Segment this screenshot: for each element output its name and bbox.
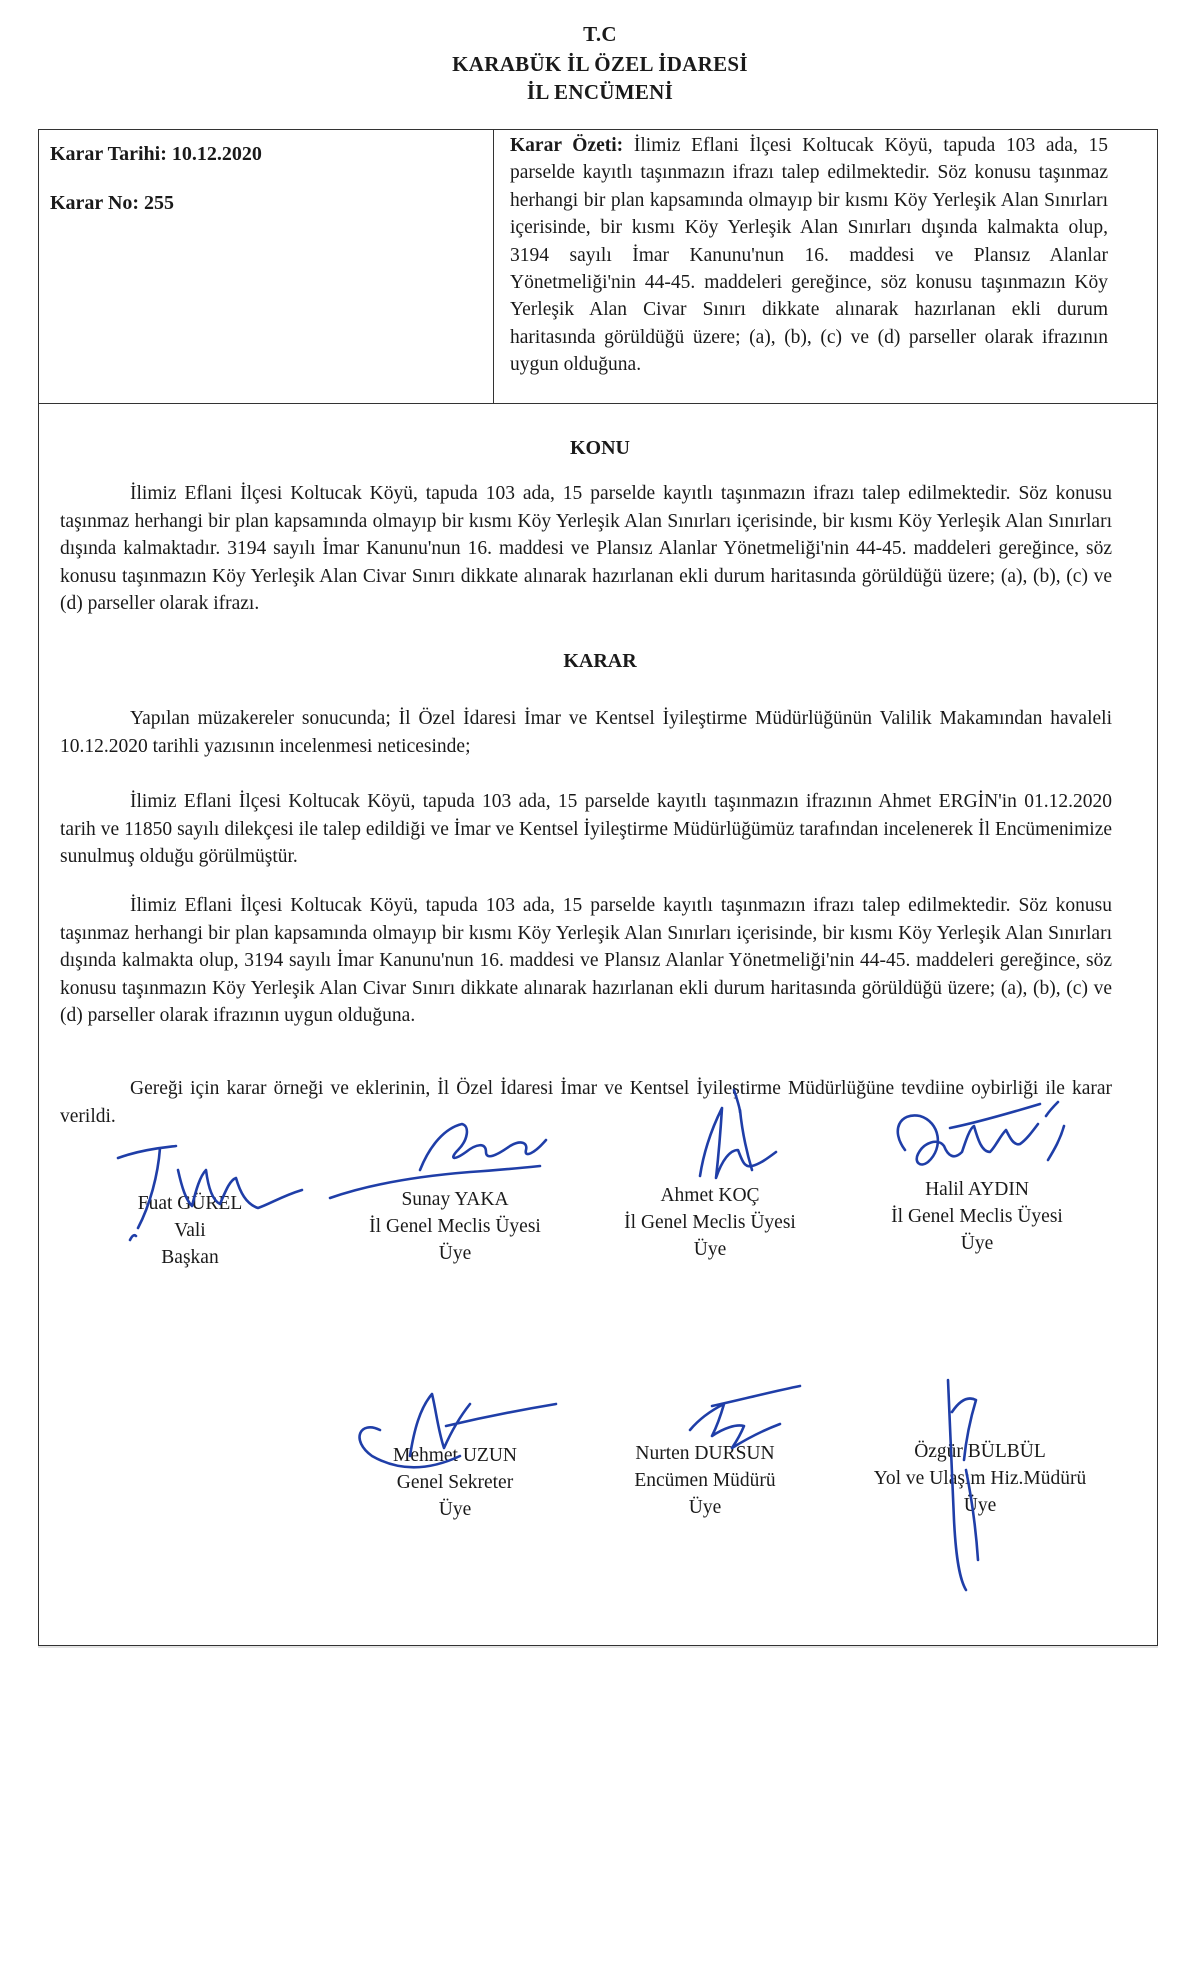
signatory-role: Üye <box>960 1233 994 1254</box>
karar-title: KARAR <box>563 650 637 672</box>
frame-bottom-edge <box>38 1646 1158 1648</box>
signatory-role: Üye <box>438 1243 472 1264</box>
header-institution: KARABÜK İL ÖZEL İDARESİ <box>452 52 748 76</box>
karar-paragraph-2: İlimiz Eflani İlçesi Koltucak Köyü, tapuda 103 ada, 15 parselde kayıtlı taşınmazın ifrazının Ahmet ERGİN'in 01.12.2020 tarih ve 11850 sayılı dilekçesi ile talep edildiği ve İmar ve Kentsel İyileştirme Müdürlüğümüz tarafından incelenerek İl Encümenimize sunulmuş olduğu görülmüştür. <box>60 791 1112 868</box>
decision-date: Karar Tarihi: 10.12.2020 <box>50 143 262 165</box>
konu-title: KONU <box>570 437 630 459</box>
signatory-name: Özgür BÜLBÜL <box>914 1441 1046 1462</box>
signatory-name: Mehmet UZUN <box>392 1445 518 1466</box>
signatory-name: Ahmet KOÇ <box>660 1185 760 1206</box>
signatory-7 <box>840 1438 1120 1519</box>
signatory-6 <box>600 1440 810 1521</box>
signatory-3 <box>595 1182 825 1263</box>
signatory-title: Yol ve Ulaşım Hiz.Müdürü <box>873 1468 1087 1489</box>
signatory-title: Encümen Müdürü <box>634 1470 776 1491</box>
signatory-role: Üye <box>693 1239 727 1260</box>
header-council: İL ENCÜMENİ <box>526 80 674 104</box>
signatory-name: Fuat GÜREL <box>137 1193 243 1214</box>
signatory-role: Üye <box>688 1497 722 1518</box>
signatory-title: İl Genel Meclis Üyesi <box>891 1206 1063 1227</box>
signatory-title: Genel Sekreter <box>396 1472 514 1493</box>
signatory-role: Üye <box>438 1499 472 1520</box>
signatory-name: Sunay YAKA <box>401 1189 509 1210</box>
decision-number: Karar No: 255 <box>50 192 175 214</box>
signatory-title: Vali <box>174 1220 206 1241</box>
header-tc: T.C <box>583 22 617 46</box>
signatory-role: Başkan <box>161 1247 219 1268</box>
karar-paragraph-1: Yapılan müzakereler sonucunda; İl Özel İdaresi İmar ve Kentsel İyileştirme Müdürlüğünün Valilik Makamından havaleli 10.12.2020 tarihli yazısının incelenmesi neticesinde; <box>60 708 1112 757</box>
signatory-5 <box>355 1442 555 1523</box>
signatory-1 <box>100 1190 280 1271</box>
karar-paragraph-3: İlimiz Eflani İlçesi Koltucak Köyü, tapuda 103 ada, 15 parselde kayıtlı taşınmazın ifrazı talep edilmektedir. Söz konusu taşınmaz herhangi bir plan kapsamında olmayıp bir kısmı Köy Yerleşik Alan Sınırları içerisinde, bir kısmı Köy Yerleşik Alan Sınırları dışında kalmakta olup, 3194 sayılı İmar Kanunu'nun 16. maddesi ve Plansız Alanlar Yönetmeliği'nin 44-45. maddeleri gereğince, söz konusu taşınmazın Köy Yerleşik Alan Civar Sınırı dikkate alınarak hazırlanan ekli durum haritasında görüldüğü üzere; (a), (b), (c) ve (d) parseller olarak ifrazının uygun olduğuna. <box>60 895 1112 1027</box>
summary-text: İlimiz Eflani İlçesi Koltucak Köyü, tapuda 103 ada, 15 parselde kayıtlı taşınmazın ifrazı talep edilmektedir. Söz konusu taşınmaz herhangi bir plan kapsamında olmayıp bir kısmı Köy Yerleşik Alan Sınırları içerisinde, bir kısmı Köy Yerleşik Alan Sınırları dışında kalmakta olup, 3194 sayılı İmar Kanunu'nun 16. maddesi ve Plansız Alanlar Yönetmeliği'nin 44-45. maddeleri gereğince, söz konusu taşınmazın Köy Yerleşik Alan Civar Sınırı dikkate alınarak hazırlanan ekli durum haritasında görüldüğü üzere; (a), (b), (c) ve (d) parseller olarak ifrazının uygun olduğuna. <box>510 135 1109 376</box>
signatory-name: Nurten DURSUN <box>635 1443 775 1464</box>
decision-summary <box>510 132 1108 379</box>
signatory-role: Üye <box>963 1495 997 1516</box>
konu-paragraph: İlimiz Eflani İlçesi Koltucak Köyü, tapuda 103 ada, 15 parselde kayıtlı taşınmazın ifrazı talep edilmektedir. Söz konusu taşınmaz herhangi bir plan kapsamında olmayıp bir kısmı Köy Yerleşik Alan Sınırları içerisinde, bir kısmı Köy Yerleşik Alan Sınırları dışında kalmaktadır. 3194 sayılı İmar Kanunu'nun 16. maddesi ve Plansız Alanlar Yönetmeliği'nin 44-45. maddeleri gereğince, söz konusu taşınmazın Köy Yerleşik Alan Civar Sınırı dikkate alınarak hazırlanan ekli durum haritasında görüldüğü üzere; (a), (b), (c) ve (d) parseller olarak ifrazı. <box>60 483 1112 615</box>
signatory-title: İl Genel Meclis Üyesi <box>624 1212 796 1233</box>
signatory-title: İl Genel Meclis Üyesi <box>369 1216 541 1237</box>
karar-paragraph-4: Gereği için karar örneği ve eklerinin, İl Özel İdaresi İmar ve Kentsel İyileştirme Müdürlüğüne tevdiine oybirliği ile karar verildi. <box>60 1078 1112 1127</box>
info-divider-horizontal <box>39 403 1157 404</box>
signatory-2 <box>330 1186 580 1267</box>
signatory-4 <box>862 1176 1092 1257</box>
signatory-name: Halil AYDIN <box>925 1179 1029 1200</box>
info-divider-vertical <box>493 130 494 403</box>
decision-info-cell <box>50 143 262 241</box>
summary-label: Karar Özeti: <box>510 135 624 156</box>
